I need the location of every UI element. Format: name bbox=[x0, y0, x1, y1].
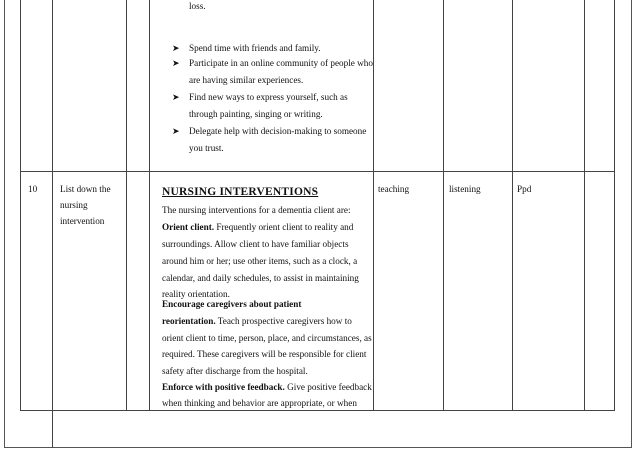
orient-line: calendar, and daily schedules, to assist in maintaining bbox=[162, 273, 359, 283]
enforce-line: when thinking and behavior are appropriate, or when bbox=[162, 398, 357, 408]
bullet-text: through painting, singing or writing. bbox=[189, 109, 323, 119]
bullet-text: Find new ways to express yourself, such as bbox=[189, 92, 348, 102]
method-cell: teaching bbox=[378, 184, 410, 194]
av-aid-cell: Ppd bbox=[517, 184, 532, 194]
enforce-line: Enforce with positive feedback. Give positive feedback bbox=[162, 382, 372, 392]
encourage-line: required. These caregivers will be responsible for client bbox=[162, 349, 367, 359]
column-divider bbox=[614, 0, 615, 411]
encourage-line: orient client to time, person, place, and circumstances, as bbox=[162, 333, 372, 343]
column-divider bbox=[149, 0, 150, 410]
bullet-text: Spend time with friends and family. bbox=[189, 43, 321, 53]
encourage-line: safety after discharge from the hospital. bbox=[162, 366, 308, 376]
column-divider bbox=[20, 0, 21, 411]
orient-line: Orient client. Frequently orient client to reality and bbox=[162, 222, 354, 232]
bullet-text: loss. bbox=[189, 1, 206, 11]
column-divider bbox=[584, 0, 585, 410]
objective-line: List down the bbox=[60, 184, 111, 194]
column-divider bbox=[512, 0, 513, 410]
arrow-bullet-icon: ➤ bbox=[172, 126, 180, 136]
section-heading: NURSING INTERVENTIONS bbox=[162, 186, 319, 198]
orient-line: reality orientation. bbox=[162, 289, 230, 299]
bullet-text: Delegate help with decision-making to someone bbox=[189, 126, 367, 136]
arrow-bullet-icon: ➤ bbox=[172, 43, 180, 53]
encourage-line: reorientation. Teach prospective caregivers how to bbox=[162, 316, 352, 326]
row-divider bbox=[20, 171, 614, 172]
bullet-text: you trust. bbox=[189, 143, 224, 153]
objective-line: intervention bbox=[60, 216, 105, 226]
activity-cell: listening bbox=[449, 184, 481, 194]
arrow-bullet-icon: ➤ bbox=[172, 92, 180, 102]
arrow-bullet-icon: ➤ bbox=[172, 58, 180, 68]
column-divider bbox=[373, 0, 374, 410]
intro-line: The nursing interventions for a dementia client are: bbox=[162, 205, 351, 215]
bullet-text: are having similar experiences. bbox=[189, 75, 304, 85]
objective-line: nursing bbox=[60, 200, 88, 210]
encourage-line: Encourage caregivers about patient bbox=[162, 299, 302, 309]
orient-line: around him or her; use other items, such as a clock, a bbox=[162, 256, 358, 266]
column-divider bbox=[52, 0, 53, 448]
row-number: 10 bbox=[28, 184, 38, 194]
column-divider bbox=[126, 0, 127, 410]
orient-line: surroundings. Allow client to have familiar objects bbox=[162, 239, 349, 249]
column-divider bbox=[443, 0, 444, 410]
bullet-text: Participate in an online community of people who bbox=[189, 58, 373, 68]
